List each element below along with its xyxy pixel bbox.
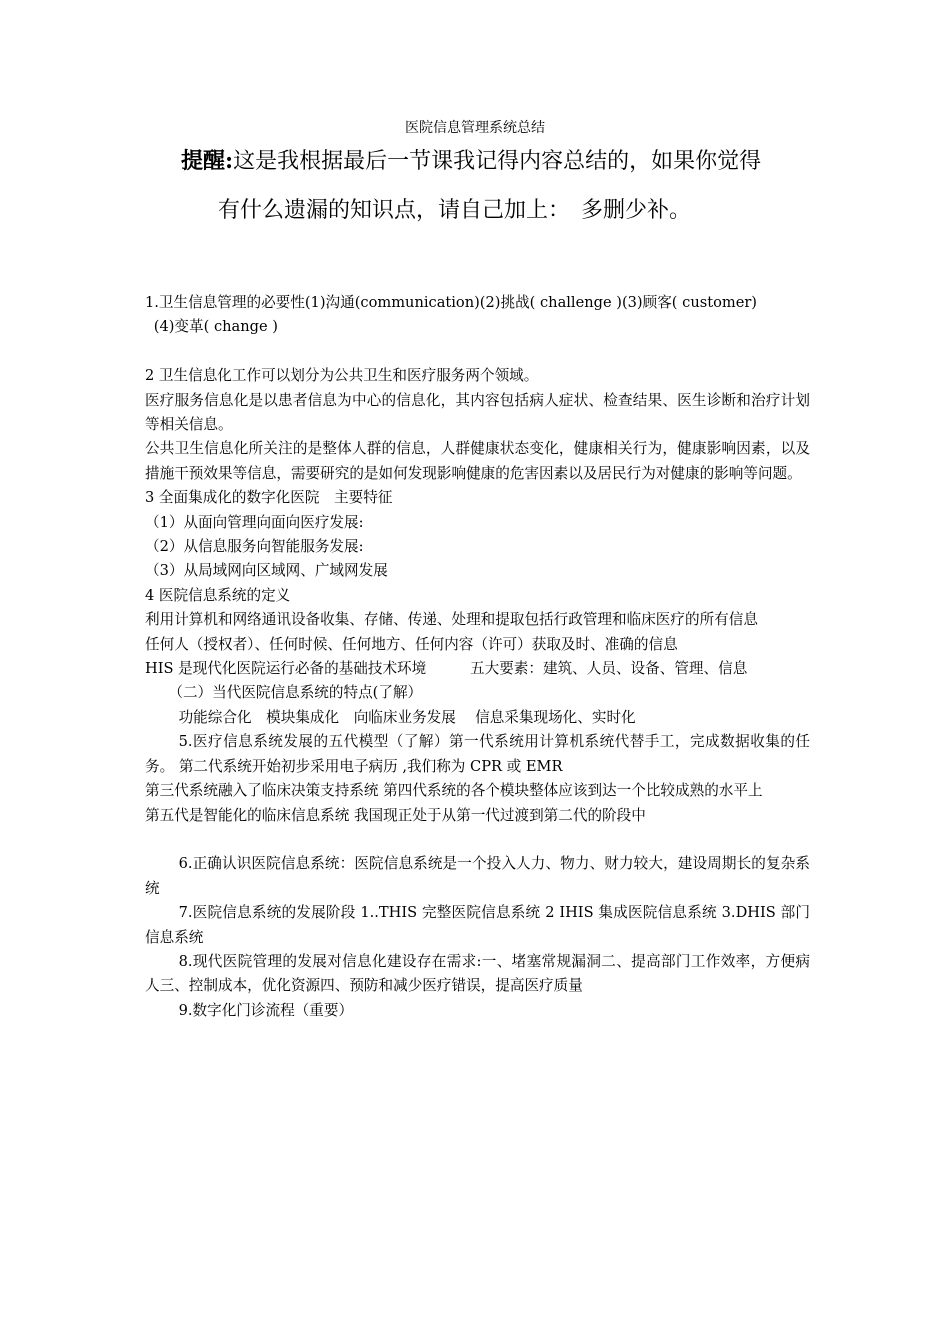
paragraph: （3）从局域网向区域网、广域网发展 (145, 562, 388, 580)
paragraph: 9.数字化门诊流程（重要） (178, 1001, 354, 1019)
paragraph: 6.正确认识医院信息系统：医院信息系统是一个投入人力、物力、财力较大，建设周期长的复杂系统 (145, 855, 810, 897)
paragraph: 功能综合化 模块集成化 向临床业务发展 信息采集现场化、实时化 (178, 708, 636, 726)
paragraph: 医疗服务信息化是以患者信息为中心的信息化，其内容包括病人症状、检查结果、医生诊断和治疗计划等相关信息。 (145, 391, 810, 434)
paragraph: （1）从面向管理向面向医疗发展: (145, 513, 364, 531)
document-title: 医院信息管理系统总结 (405, 120, 545, 136)
paragraph: 4 医院信息系统的定义 (145, 586, 291, 604)
paragraph: 公共卫生信息化所关注的是整体人群的信息，人群健康状态变化，健康相关行为，健康影响因素，以及措施干预效果等信息，需要研究的是如何发现影响健康的危害因素以及居民行为对健康的影响等问题。 (145, 440, 810, 482)
paragraph: (4)变革( change ) (153, 318, 278, 336)
paragraph: （2）从信息服务向智能服务发展: (145, 538, 364, 556)
paragraph: 第五代是智能化的临床信息系统 我国现正处于从第一代过渡到第二代的阶段中 (145, 806, 646, 824)
paragraph: 8.现代医院管理的发展对信息化建设存在需求:一、堵塞常规漏洞二、提高部门工作效率，方便病人三、控制成本，优化资源四、预防和减少医疗错误，提高医疗质量 (145, 952, 810, 995)
paragraph: 3 全面集成化的数字化医院 主要特征 (145, 489, 393, 507)
paragraph: （二）当代医院信息系统的特点(了解） (168, 684, 423, 702)
paragraph: 1.卫生信息管理的必要性(1)沟通(communication)(2)挑战( challenge )(3)顾客( customer) (145, 294, 757, 311)
paragraph: 利用计算机和网络通讯设备收集、存储、传递、处理和提取包括行政管理和临床医疗的所有信息 (145, 611, 758, 629)
paragraph: 第三代系统融入了临床决策支持系统 第四代系统的各个模块整体应该到达一个比较成熟的水平上 (145, 782, 763, 800)
paragraph: HIS 是现代化医院运行必备的基础技术环境 五大要素：建筑、人员、设备、管理、信息 (145, 660, 748, 678)
paragraph: 任何人（授权者）、任何时候、任何地方、任何内容（许可）获取及时、准确的信息 (145, 635, 678, 653)
paragraph: 5.医疗信息系统发展的五代模型（了解）第一代系统用计算机系统代替手工，完成数据收集的任务。 第二代系统开始初步采用电子病历 ,我们称为 CPR 或 EMR (145, 733, 810, 775)
reminder-line-1 (181, 146, 761, 177)
paragraph: 2 卫生信息化工作可以划分为公共卫生和医疗服务两个领域。 (145, 367, 539, 385)
reminder-text-1: 这是我根据最后一节课我记得内容总结的，如果你觉得 (233, 149, 762, 174)
document-body (145, 291, 810, 1023)
paragraph: 7.医院信息系统的发展阶段 1..THIS 完整医院信息系统 2 IHIS 集成医院信息系统 3.DHIS 部门信息系统 (145, 904, 810, 946)
reminder-line-2: 有什么遗漏的知识点，请自己加上： 多删少补。 (218, 198, 692, 223)
reminder-lead: 提醒: (181, 148, 234, 174)
